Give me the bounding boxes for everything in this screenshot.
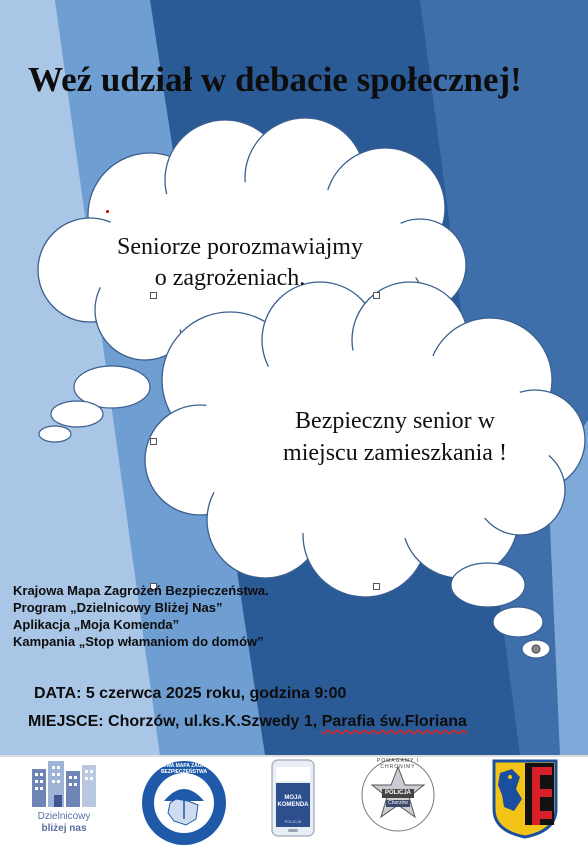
- selection-handle[interactable]: [373, 292, 380, 299]
- coat-of-arms-icon: [492, 759, 558, 839]
- event-date: DATA: 5 czerwca 2025 roku, godzina 9:00: [34, 685, 347, 702]
- dzielnicowy-line2: bliżej nas: [41, 823, 87, 834]
- mapa-zagrozen-text: KRAJOWA MAPA ZAGROŻEŃ BEZPIECZEŃSTWA: [148, 763, 220, 775]
- program-item: Program „Dzielnicowy Bliżej Nas”: [13, 600, 223, 615]
- moja-komenda-line2: KOMENDA: [277, 802, 309, 808]
- cloud-bottom-line2: miejscu zamieszkania !: [283, 440, 507, 466]
- cloud-bottom-line1: Bezpieczny senior w: [295, 408, 495, 434]
- cloud-top-line2: o zagrożeniach.: [154, 265, 306, 291]
- dzielnicowy-logo: [28, 757, 100, 847]
- program-item: Aplikacja „Moja Komenda”: [13, 617, 180, 632]
- cursor-dot: [106, 210, 109, 213]
- policja-city-text: Chorzów: [388, 800, 408, 806]
- moja-komenda-line1: MOJA: [284, 795, 302, 801]
- dzielnicowy-logo-text: [24, 811, 104, 835]
- cloud-bottom-text: [240, 405, 550, 469]
- policja-chorzow-logo: [360, 757, 436, 847]
- dzielnicowy-line1: Dzielnicowy: [37, 811, 91, 822]
- chorzow-crest: [492, 759, 558, 839]
- moja-komenda-badge: POLICJA: [284, 819, 302, 824]
- selection-handle[interactable]: [373, 583, 380, 590]
- event-place-address: MIEJSCE: Chorzów, ul.ks.K.Szwedy 1,: [28, 713, 322, 730]
- policja-ring-text: POMAGAMY I CHRONIMY: [376, 758, 420, 770]
- programs-list: [13, 582, 269, 650]
- logo-strip: [0, 755, 588, 850]
- moja-komenda-text: [271, 795, 315, 809]
- program-item: Kampania „Stop włamaniom do domów”: [13, 634, 264, 649]
- program-item: Krajowa Mapa Zagrożeń Bezpieczeństwa.: [13, 583, 269, 598]
- policja-band-text: POLICJA: [384, 790, 411, 796]
- event-place: [28, 713, 467, 731]
- cloud-top-line1: Seniorze porozmawiajmy: [117, 234, 363, 260]
- selection-handle[interactable]: [150, 438, 157, 445]
- selection-handle[interactable]: [150, 292, 157, 299]
- mapa-zagrozen-logo: [140, 759, 228, 847]
- moja-komenda-logo: [271, 759, 315, 847]
- buildings-icon: [28, 757, 100, 809]
- headline: Weź udział w debacie społecznej!: [28, 60, 522, 99]
- event-place-parish: Parafia św.Floriana: [321, 713, 467, 730]
- cloud-top-text: [80, 232, 400, 294]
